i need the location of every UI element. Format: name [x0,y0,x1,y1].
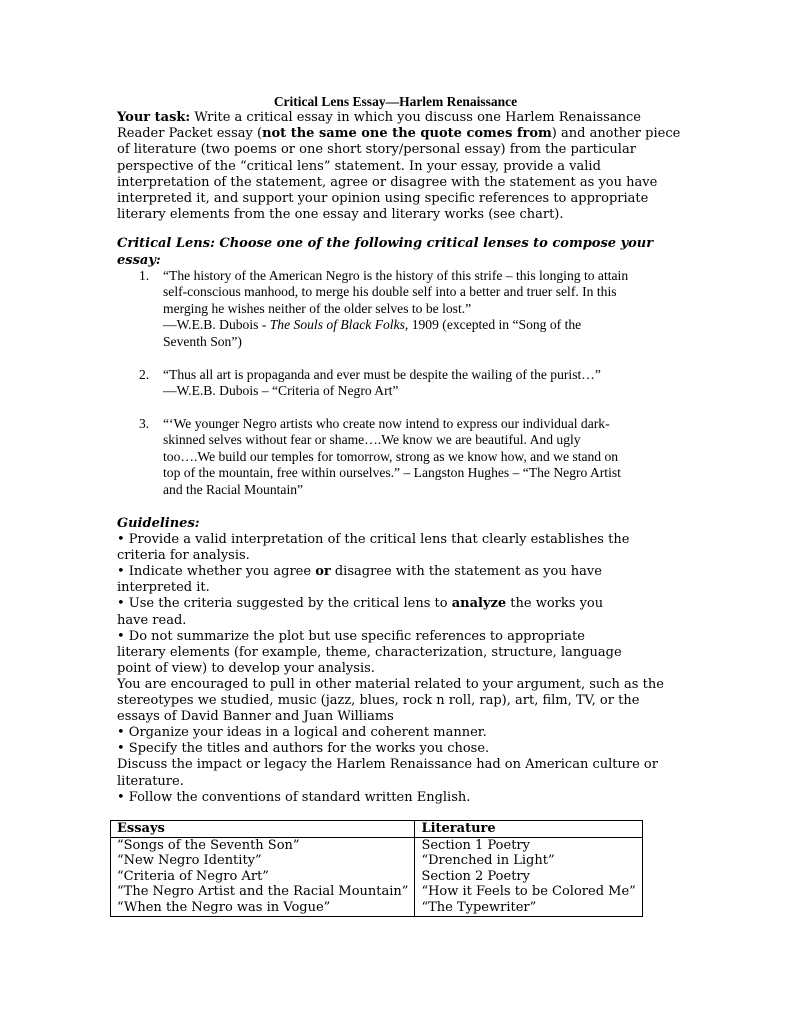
quote-number: 1. [139,268,150,283]
essay-cell: “The Negro Artist and the Racial Mountain” [111,884,415,900]
table-header-row [111,821,643,838]
quote-body [163,268,683,350]
guideline-line: interpreted it. [117,580,210,596]
critical-lens-heading: Critical Lens: Choose one of the following critical lenses to compose your essay: [117,236,654,268]
task-text-1: Write a critical essay in which you discuss one Harlem Renaissance Reader Packet essay ( [117,110,641,142]
table-row [111,884,643,900]
guideline-text: • Indicate whether you agree [117,564,316,580]
guideline-line: criteria for analysis. [117,548,250,564]
guideline-line: essays of David Banner and Juan Williams [117,709,394,725]
quote-body [163,367,683,400]
table-row [111,900,643,916]
quote-number: 3. [139,416,150,431]
guidelines-heading: Guidelines: [117,516,200,531]
essay-cell: “When the Negro was in Vogue” [111,900,415,916]
table-row [111,837,643,853]
literature-cell: “Drenched in Light” [415,853,642,869]
guideline-text: disagree with the statement as you have [330,564,602,580]
literature-cell: “How it Feels to be Colored Me” [415,884,642,900]
quote-line: self-conscious manhood, to merge his double self into a better and truer self. In this [163,284,617,300]
quote-line: “The history of the American Negro is the history of this strife – this longing to attain [163,268,629,283]
guideline-emphasis: analyze [451,596,507,612]
quote-line: top of the mountain, free within ourselves.” – Langston Hughes – “The Negro Artist [163,465,621,481]
guideline-line [117,596,677,612]
guideline-line: Discuss the impact or legacy the Harlem Renaissance had on American culture or [117,757,658,773]
quote-number: 2. [139,367,150,382]
guidelines-section [117,516,677,806]
literature-cell: Section 2 Poetry [415,869,642,885]
task-label: Your task: [117,110,191,125]
guideline-line: literary elements (for example, theme, characterization, structure, language [117,644,622,660]
guideline-line: • Specify the titles and authors for the works you chose. [117,741,490,757]
quote-attribution: —W.E.B. Dubois – “Criteria of Negro Art” [163,383,399,399]
literature-cell: “The Typewriter” [415,900,642,916]
attribution-author: —W.E.B. Dubois - [163,317,270,333]
guideline-line: stereotypes we studied, music (jazz, blues, rock n roll, rap), art, film, TV, or the [117,693,640,709]
task-emphasis: not the same one the quote comes from [262,126,552,142]
attribution-title: The Souls of Black Folks, [269,317,409,333]
quote-attribution-cont: Seventh Son”) [163,333,242,349]
quote-line: too….We build our temples for tomorrow, strong as we know how, and we stand on [163,448,619,464]
table-header-essays: Essays [111,821,415,838]
guideline-line: • Follow the conventions of standard written English. [117,789,471,805]
guideline-line: You are encouraged to pull in other material related to your argument, such as the [117,676,664,692]
guideline-line: have read. [117,612,187,628]
attribution-details: 1909 (excepted in “Song of the [408,317,582,333]
guideline-emphasis: or [315,564,331,580]
guideline-line: • Provide a valid interpretation of the critical lens that clearly establishes the [117,532,630,548]
essay-cell: “New Negro Identity” [111,853,415,869]
essay-cell: “Criteria of Negro Art” [111,869,415,885]
quote-attribution [163,317,683,333]
guideline-line: • Do not summarize the plot but use specific references to appropriate [117,628,585,644]
table-row [111,853,643,869]
table-header-literature: Literature [415,821,642,838]
quote-line: “Thus all art is propaganda and ever must be despite the wailing of the purist…” [163,367,601,382]
guideline-line: literature. [117,773,184,789]
quote-line: skinned selves without fear or shame….We know we are beautiful. And ugly [163,432,581,448]
quote-body [163,416,683,498]
works-table [110,820,643,917]
literature-cell: Section 1 Poetry [415,837,642,853]
table-row [111,869,643,885]
task-text-2: ) and another piece of literature (two poems or one short story/personal essay) from the particular perspective of the “critical lens” statement. In your essay, provide a valid interpretation of the statement, agree or disagree with the statement as you have interpreted it, and support your opinion using specific references to appropriate literary elements from the one essay and literary works (see chart). [117,126,681,223]
document-title: Critical Lens Essay—Harlem Renaissance [273,94,518,109]
quote-line: “‘We younger Negro artists who create now intend to express our individual dark- [163,416,610,431]
guideline-line [117,564,677,580]
quote-line: merging he wishes neither of the older selves to be lost.” [163,300,472,316]
guideline-line: • Organize your ideas in a logical and coherent manner. [117,725,487,741]
guideline-text: • Use the criteria suggested by the critical lens to [117,596,452,612]
task-paragraph [117,110,687,223]
essay-cell: “Songs of the Seventh Son” [111,837,415,853]
guideline-line: point of view) to develop your analysis. [117,660,375,676]
quote-line: and the Racial Mountain” [163,481,304,497]
guideline-text: the works you [506,596,604,612]
